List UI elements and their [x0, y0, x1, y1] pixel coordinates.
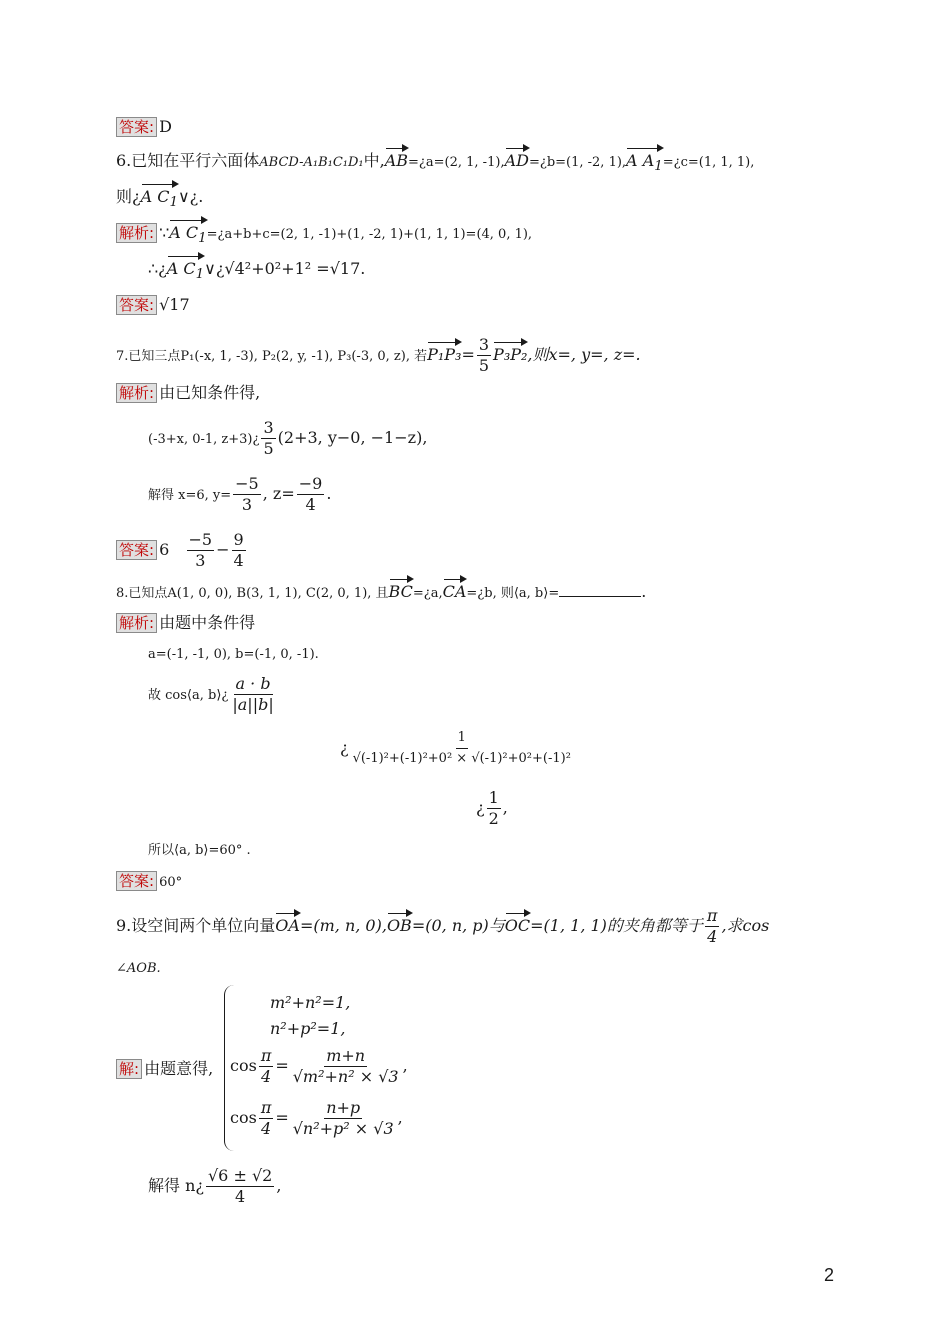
q7-sol-fraction: $\frac{3}{5}$ — [263, 418, 274, 458]
q6-analysis-line1 — [116, 222, 532, 250]
q9-eq4: cos $\frac{\pi}{4}$ = $\frac{n+p}{\text{√n²+p² × √3}}$ , — [230, 1098, 403, 1138]
q5-answer-line — [116, 116, 172, 138]
q6-analysis-line2 — [148, 258, 365, 286]
answer-tag: 答案: — [116, 871, 157, 891]
q8-step2-pre: ¿ — [340, 738, 349, 757]
vector-ac1: A $C_1$ — [169, 222, 206, 250]
q6-answer: √17 — [159, 295, 190, 314]
q9-solved-pre: 解得 n¿ — [148, 1176, 204, 1195]
q8-answer-blank[interactable] — [559, 580, 641, 597]
vector-ad: AD — [504, 151, 529, 170]
q7-solved-mid: , z= — [262, 484, 295, 503]
page-number: 2 — [823, 1265, 834, 1285]
answer-tag: 答案: — [116, 540, 157, 560]
q6-figure: ABCD-A₁B₁C₁D₁ — [259, 155, 364, 170]
analysis-tag: 解析: — [116, 613, 157, 633]
q8-cos-fraction: $\frac{a \cdot b}{|a||b|}$ — [232, 674, 274, 714]
q7-solved — [148, 474, 331, 515]
q6-sol2-pre: ∴¿ — [148, 259, 167, 278]
q9-eq4-angle: $\frac{\pi}{4}$ — [260, 1098, 272, 1138]
q7-sol-pre: (-3+x, 0-1, z+3)¿ — [148, 432, 260, 447]
q8-ca-value: =¿b, 则⟨a, b⟩= — [466, 586, 560, 601]
q9-eq1: m²+n²=1, — [270, 993, 351, 1012]
q7-y-fraction: $\frac{-5}{3}$ — [235, 474, 259, 514]
q9-eq3-post: , — [402, 1056, 408, 1075]
q7-eq: = — [461, 345, 475, 364]
q7-solved-pre: 解得 x=6, y= — [148, 488, 232, 503]
q6-aa1-value: =¿c=(1, 1, 1), — [662, 155, 755, 170]
q8-step3-pre: ¿ — [476, 798, 485, 817]
q9-stem — [116, 906, 769, 947]
q9-angle-fraction: $\frac{\pi}{4}$ — [706, 906, 718, 946]
q7-stem — [116, 335, 641, 376]
q8-stem-end: . — [641, 582, 647, 601]
q8-conclusion: 所以⟨a, b⟩=60° . — [148, 843, 251, 858]
vector-ac1: A $C_1$ — [167, 258, 204, 286]
q7-answer-y: $\frac{-5}{3}$ — [188, 530, 213, 570]
q8-analysis-intro — [116, 612, 255, 634]
q7-z-fraction: $\frac{-9}{4}$ — [298, 474, 323, 514]
q9-eq4-fraction: $\frac{n+p}{\text{√n²+p² × √3}}$ — [292, 1098, 394, 1138]
answer-tag: 答案: — [116, 295, 157, 315]
q6-ask — [116, 186, 203, 214]
vector-p1p3: P₁P₃ — [427, 345, 462, 364]
q7-fraction: $\frac{3}{5}$ — [478, 335, 490, 375]
q9-stem-end: ,求cos — [721, 916, 770, 935]
q7-analysis-intro — [116, 382, 260, 404]
q8-step3-post: , — [502, 798, 508, 817]
q9-eq4-cos: cos — [230, 1108, 257, 1127]
q8-sol-intro: 由题中条件得 — [159, 613, 256, 632]
q7-sol-post: (2+3, y−0, −1−z), — [277, 428, 428, 447]
q8-step3 — [476, 788, 508, 829]
q9-sol-intro: 由题意得, — [144, 1059, 214, 1078]
q8-step2-fraction: $\frac{1}{\text{√(-1)²+(-1)²+0² × √(-1)²+0²+(-1)²}}$ — [352, 730, 571, 766]
q9-ob-value: =(0, n, p)与 — [411, 916, 505, 935]
q6-sol2-post: ∨¿√4²+0²+1² =√17. — [204, 259, 366, 278]
q5-answer: D — [159, 117, 172, 136]
vector-aa1: A $A_1$ — [626, 150, 663, 178]
analysis-tag: 解析: — [116, 223, 157, 243]
q8-vectors: a=(-1, -1, 0), b=(-1, 0, -1). — [148, 647, 319, 662]
q9-solved-post: , — [276, 1176, 282, 1195]
q6-ask-post: ∨¿. — [177, 187, 204, 206]
q6-sol1-post: =¿a+b+c=(2, 1, -1)+(1, -2, 1)+(1, 1, 1)=(4, 0, 1), — [206, 227, 533, 242]
q9-eq3: cos $\frac{\pi}{4}$ = $\frac{m+n}{\text{√m²+n² × √3}}$ , — [230, 1046, 408, 1086]
q9-eq3-angle: $\frac{\pi}{4}$ — [260, 1046, 272, 1086]
q6-ad-value: =¿b=(1, -2, 1), — [528, 155, 627, 170]
vector-ca: CA — [442, 582, 467, 601]
q9-oc-value: =(1, 1, 1)的夹角都等于 — [530, 916, 703, 935]
q8-bc-value: =¿a, — [412, 586, 443, 601]
vector-ob: OB — [386, 916, 412, 935]
q8-step2 — [340, 728, 575, 769]
q7-stem-end: ,则x=, y=, z=. — [527, 345, 641, 364]
solution-tag: 解: — [116, 1059, 142, 1079]
q8-answer-line — [116, 870, 182, 894]
vector-ab: AB — [384, 151, 409, 170]
analysis-tag: 解析: — [116, 383, 157, 403]
q9-eq2: n²+p²=1, — [270, 1019, 346, 1038]
q6-ask-pre: 则¿ — [116, 187, 141, 206]
vector-oa: OA — [275, 916, 300, 935]
q9-oa-value: =(m, n, 0), — [299, 916, 387, 935]
q9-solution-intro — [116, 1058, 213, 1080]
q9-solved-fraction: $\frac{√6 \pm √2}{4}$ — [207, 1166, 273, 1206]
q7-sol-intro: 由已知条件得, — [159, 383, 261, 402]
q8-answer: 60° — [159, 875, 183, 890]
q8-cos-pre: 故 cos⟨a, b⟩¿ — [148, 688, 229, 703]
q7-answer-line — [116, 530, 248, 571]
q9-eq3-cos: cos — [230, 1056, 257, 1075]
answer-tag: 答案: — [116, 117, 157, 137]
q8-stem — [116, 580, 646, 605]
q7-analysis-equation — [148, 418, 427, 459]
q6-stem — [116, 150, 754, 178]
q7-answer-x: 6 — [159, 540, 170, 559]
q8-cos-line — [148, 674, 278, 715]
q6-stem-mid: 中, — [363, 151, 385, 170]
vector-ac1: A $C_1$ — [141, 186, 178, 214]
q9-stem-line2: ∠AOB. — [116, 961, 161, 976]
q6-sol1-pre: ∵ — [159, 223, 170, 242]
q7-stem-text: 7.已知三点P₁(-x, 1, -3), P₂(2, y, -1), P₃(-3, 0, z), 若 — [116, 349, 428, 364]
q7-answer-sep: − — [216, 540, 230, 559]
q9-solved — [148, 1166, 281, 1207]
vector-oc: OC — [504, 916, 531, 935]
q7-solved-end: . — [326, 484, 332, 503]
vector-bc: BC — [388, 582, 413, 601]
q8-stem-text: 8.已知点A(1, 0, 0), B(3, 1, 1), C(2, 0, 1), 且 — [116, 586, 389, 601]
q7-answer-z: $\frac{9}{4}$ — [233, 530, 244, 570]
q6-stem-prefix: 6.已知在平行六面体 — [116, 151, 260, 170]
q9-eq4-post: , — [397, 1108, 403, 1127]
q6-answer-line — [116, 294, 190, 316]
q6-ab-value: =¿a=(2, 1, -1), — [408, 155, 505, 170]
q8-step3-fraction: $\frac{1}{2}$ — [488, 788, 499, 828]
vector-p3p2: P₃P₂ — [493, 345, 528, 364]
q9-eq3-fraction: $\frac{m+n}{\text{√m²+n² × √3}}$ — [292, 1046, 399, 1086]
q9-stem-text: 9.设空间两个单位向量 — [116, 916, 276, 935]
